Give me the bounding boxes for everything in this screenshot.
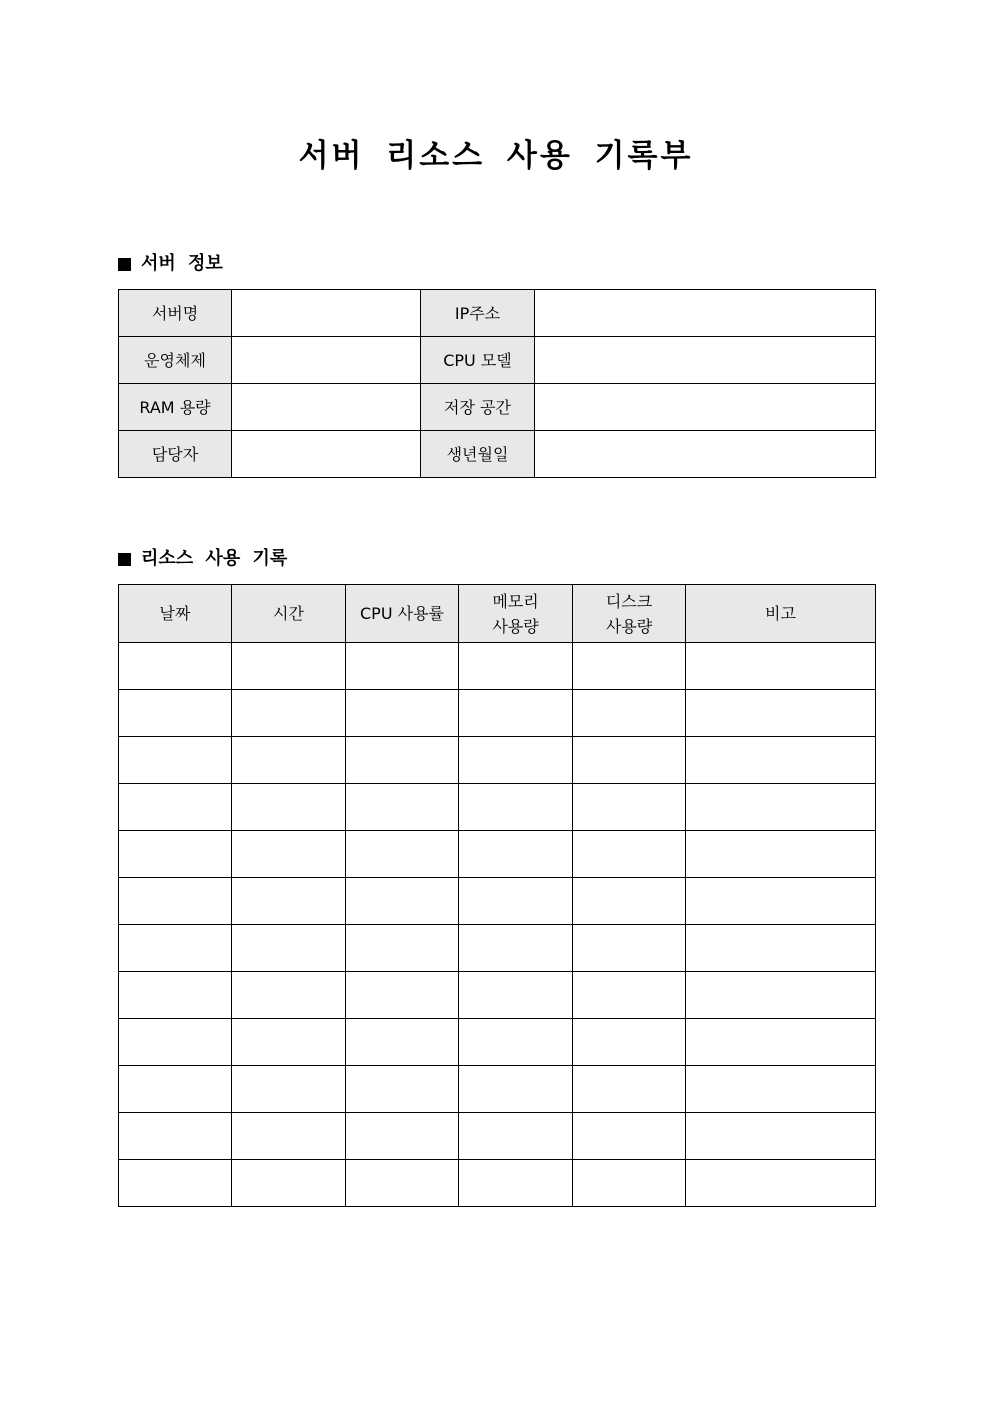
date-cell[interactable] (119, 690, 232, 737)
cpu-model-field[interactable] (535, 337, 876, 384)
usage-log-row (119, 643, 876, 690)
time-cell[interactable] (232, 1019, 346, 1066)
date-cell[interactable] (119, 1160, 232, 1207)
date-cell[interactable] (119, 972, 232, 1019)
usage-log-row (119, 831, 876, 878)
time-cell[interactable] (232, 1066, 346, 1113)
remarks-cell[interactable] (686, 643, 876, 690)
time-cell[interactable] (232, 784, 346, 831)
usage-log-row (119, 1160, 876, 1207)
cpu-usage-cell[interactable] (346, 878, 459, 925)
usage-log-row (119, 878, 876, 925)
time-cell[interactable] (232, 925, 346, 972)
usage-log-body (119, 643, 876, 1207)
date-cell[interactable] (119, 784, 232, 831)
disk-usage-cell[interactable] (573, 737, 686, 784)
manager-label: 담당자 (119, 431, 232, 478)
memory-usage-cell[interactable] (459, 972, 573, 1019)
memory-usage-cell[interactable] (459, 831, 573, 878)
remarks-cell[interactable] (686, 1066, 876, 1113)
memory-usage-cell[interactable] (459, 690, 573, 737)
square-bullet-icon (118, 258, 131, 271)
server-info-row (119, 384, 876, 431)
column-header-line: CPU 사용률 (360, 604, 444, 623)
cpu-usage-cell[interactable] (346, 831, 459, 878)
disk-usage-cell[interactable] (573, 643, 686, 690)
memory-usage-cell[interactable] (459, 925, 573, 972)
remarks-cell[interactable] (686, 878, 876, 925)
usage-log-header-row (119, 585, 876, 643)
cpu-usage-cell[interactable] (346, 1113, 459, 1160)
time-cell[interactable] (232, 1113, 346, 1160)
usage-log-row (119, 1113, 876, 1160)
time-cell[interactable] (232, 690, 346, 737)
remarks-cell[interactable] (686, 690, 876, 737)
storage-field[interactable] (535, 384, 876, 431)
remarks-cell[interactable] (686, 784, 876, 831)
date-cell[interactable] (119, 1113, 232, 1160)
server-info-heading-text: 서버 정보 (141, 253, 223, 274)
remarks-cell[interactable] (686, 925, 876, 972)
column-header-disk-usage (573, 585, 686, 643)
page-title: 서버 리소스 사용 기록부 (298, 138, 694, 174)
disk-usage-cell[interactable] (573, 1066, 686, 1113)
time-cell[interactable] (232, 972, 346, 1019)
server-info-row (119, 337, 876, 384)
server-info-table (118, 289, 876, 478)
column-header-time (232, 585, 346, 643)
column-header-memory-usage (459, 585, 573, 643)
cpu-usage-cell[interactable] (346, 1066, 459, 1113)
memory-usage-cell[interactable] (459, 878, 573, 925)
disk-usage-cell[interactable] (573, 784, 686, 831)
disk-usage-cell[interactable] (573, 925, 686, 972)
server-info-heading (118, 252, 223, 276)
memory-usage-cell[interactable] (459, 737, 573, 784)
disk-usage-cell[interactable] (573, 1113, 686, 1160)
birthdate-field[interactable] (535, 431, 876, 478)
memory-usage-cell[interactable] (459, 1019, 573, 1066)
cpu-usage-cell[interactable] (346, 784, 459, 831)
remarks-cell[interactable] (686, 1019, 876, 1066)
usage-log-row (119, 737, 876, 784)
remarks-cell[interactable] (686, 831, 876, 878)
date-cell[interactable] (119, 737, 232, 784)
cpu-usage-cell[interactable] (346, 972, 459, 1019)
time-cell[interactable] (232, 831, 346, 878)
server-name-label: 서버명 (119, 290, 232, 337)
cpu-usage-cell[interactable] (346, 737, 459, 784)
remarks-cell[interactable] (686, 1113, 876, 1160)
ip-address-field[interactable] (535, 290, 876, 337)
time-cell[interactable] (232, 737, 346, 784)
disk-usage-cell[interactable] (573, 1019, 686, 1066)
column-header-date (119, 585, 232, 643)
disk-usage-cell[interactable] (573, 690, 686, 737)
usage-log-row (119, 784, 876, 831)
usage-log-row (119, 690, 876, 737)
cpu-usage-cell[interactable] (346, 1160, 459, 1207)
usage-log-row (119, 1019, 876, 1066)
remarks-cell[interactable] (686, 737, 876, 784)
column-header-line: 시간 (273, 604, 304, 623)
ram-capacity-label: RAM 용량 (119, 384, 232, 431)
column-header-line: 날짜 (159, 604, 191, 623)
column-header-line: 비고 (765, 604, 796, 623)
remarks-cell[interactable] (686, 972, 876, 1019)
usage-log-table (118, 584, 876, 1207)
square-bullet-icon (118, 553, 131, 566)
date-cell[interactable] (119, 831, 232, 878)
time-cell[interactable] (232, 643, 346, 690)
manager-field[interactable] (232, 431, 421, 478)
date-cell[interactable] (119, 878, 232, 925)
usage-log-heading (118, 547, 287, 571)
server-info-row (119, 290, 876, 337)
disk-usage-cell[interactable] (573, 831, 686, 878)
column-header-line: 사용량 (492, 616, 539, 636)
memory-usage-cell[interactable] (459, 1160, 573, 1207)
usage-log-row (119, 972, 876, 1019)
ram-capacity-field[interactable] (232, 384, 421, 431)
cpu-usage-cell[interactable] (346, 690, 459, 737)
usage-log-row (119, 1066, 876, 1113)
ip-address-label: IP주소 (421, 290, 535, 337)
disk-usage-cell[interactable] (573, 972, 686, 1019)
disk-usage-cell[interactable] (573, 878, 686, 925)
column-header-remarks (686, 585, 876, 643)
memory-usage-cell[interactable] (459, 643, 573, 690)
cpu-model-label: CPU 모델 (421, 337, 535, 384)
cpu-usage-cell[interactable] (346, 643, 459, 690)
remarks-cell[interactable] (686, 1160, 876, 1207)
column-header-line: 사용량 (605, 616, 653, 636)
birthdate-label: 생년월일 (421, 431, 535, 478)
date-cell[interactable] (119, 1019, 232, 1066)
cpu-usage-cell[interactable] (346, 925, 459, 972)
time-cell[interactable] (232, 878, 346, 925)
disk-usage-cell[interactable] (573, 1160, 686, 1207)
cpu-usage-cell[interactable] (346, 1019, 459, 1066)
column-header-cpu-usage (346, 585, 459, 643)
os-field[interactable] (232, 337, 421, 384)
memory-usage-cell[interactable] (459, 1066, 573, 1113)
usage-log-heading-text: 리소스 사용 기록 (141, 548, 288, 569)
usage-log-row (119, 925, 876, 972)
column-header-line: 디스크 (605, 591, 653, 611)
storage-label: 저장 공간 (421, 384, 535, 431)
server-name-field[interactable] (232, 290, 421, 337)
column-header-line: 메모리 (492, 591, 539, 611)
os-label: 운영체제 (119, 337, 232, 384)
time-cell[interactable] (232, 1160, 346, 1207)
date-cell[interactable] (119, 643, 232, 690)
memory-usage-cell[interactable] (459, 1113, 573, 1160)
date-cell[interactable] (119, 1066, 232, 1113)
memory-usage-cell[interactable] (459, 784, 573, 831)
server-info-row (119, 431, 876, 478)
date-cell[interactable] (119, 925, 232, 972)
